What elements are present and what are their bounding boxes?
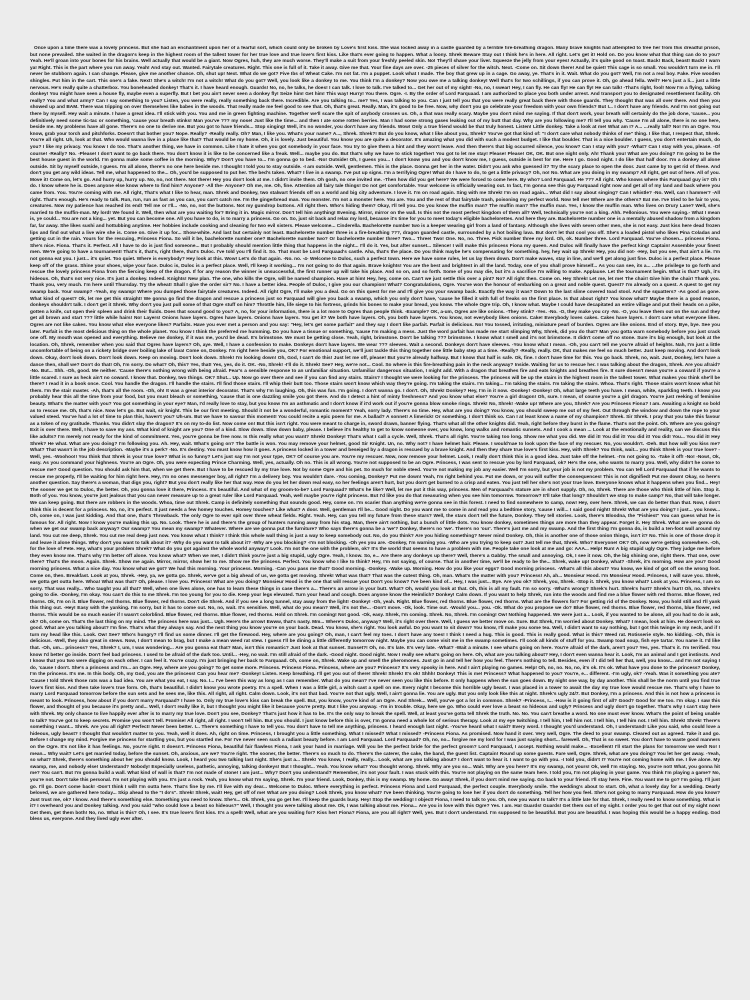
body-paragraph: Once upon a time there was a lovely princess. But she had an enchantment upon her of a fearful sort, which could only be broken by Love's first kiss. She was locked away in a castle guarded by a terrible fire-breathing dragon. Many brave knights had attempted to free her from this dreadful prison, but none prevailed. She waited in the dragon's keep in the highest room of the tallest tower for her true love and true love's first kiss. Like that's ever going to happen. What a loony. Shrek Beware Stay out I think he's in here. All right. Let's get it! Hold on. Do you know what that thing can do to you? Yeah. He'll groan into your bones for his brains. Well actually that would be a giant. Now Ogres, huh, they are much worse. They'll make a suit from your freshly peeled skin. No! They'll shave your liver. Squeeze the jelly from your eyes! Actually, it's quite good on toast. Back! Back, beast! Back! I warn ya! Right. This is the part where you run away. Yeah! And stay out. Wanted. Fairytale creatures. Right. This one is full of it. Take it away. Give me that. Your fine days are over. -25 pieces of silver for the witch. Next. -Come on. Sit down there! And be quiet! This cage is so small. You wouldn't turn me in. I'll never be stubborn again. I can change. Please, give me another chance. Oh, shut up! Next. What do we got? Five Ibs of Wheat Cake. I'm not fat. I'm a puppet. Look what I made. The boy that grew up in a cage. Go away, ye. That's in it. Wait. What do you got? Well, I'm not a real boy. Fake. Five wooden shingles. Put him in the cart. This one's a fake. Next! She's a witch! I'm not a witch! What do you got? Well, you look like a donkey to me. You think I'm a donkey? Now you owe me a talking donkey! Well that's for two schillings, if you can prove it. Oh, go ahead fella. Well? He's just a li... just a little nervous. He's really quite a chatterbox. You boneheaded donkey! That's it. I have heard enough. Guards! No, no, he talks, he does! I can talk. I love to talk. I've talked to... Get her out of my sight! -No, no, I swear! Hey, I can fly. He can fly! He can fly! He can talk! -That's right, fool! Now I'm a flying, talking donkey! You might have seen a house fly, maybe even a superfly. But I bet you ain't never seen a donkey fly! Seize him! Get him! This way! Hurry! You there. Ogre. -I. By the order of Lord Farquaad. I am authorized to place you both under arrest. And transport you to designated resettlement facility. Oh really? You and what army? Can I say something to you? Listen, you were really, really something back there. Incredible. Are you talking to... me? Yes, I was talking to you. Can I just tell you that you were really great back there with those guards. They thought that was all over there. And then you showed up and BAM. There was tripping on over themselves like babes in the woods. That really made me feel good to see that. Oh, that's great. Really. Man, it's good to be free. Now, why don't you go celebrate your freedom with your own friends? But I... I don't have any friends. And I'm not going out there by myself. Hey wait a minute. I have a great idea. I'll stick with you. You and me in green fighting machine. Together we'll scare the spit of anybody crosses us. Oh, a that was really scary. Maybe you don't mind me saying. If that don't work, your breath will certainly do the job done, 'cause... you definitively need some tic-tac or something, 'cause your breath stinks! Man you've ??? my nose! Just like the time... and then I ate some rotten berries. Man I had some strong gases leaking out of my butt that day. Why are you following me? I'll tell you why. 'Cause I'm all alone, there is no one here, beside me. My problems have all gone. There's no one to derive me. But you got to have friends... Stop singing! Well, it's no wonder, you don't have any friends. Wow! Only a true friend would be that truly honest. Listen! Little donkey. Take a look at me! What am I? A... ...really tall? No! I'm an Ogre. You know, grab your torch and pitchforks. Doesn't that bother you? Nope. Really? -Really really. Oh? Man, I like you. What's your name? A..., Shrek. Shrek?! But do you know, what I like about you, Shrek? You've got that kind of: "I don't care what nobody thinks of me" thing. I like that, I respect that, Shrek. You're all right. Uh, look at that. Who would wanna live in a place like that? That would be my home. Oh, it is lovely. Just beautiful. You know you are quite a decorator. It's amazing what you did with such a modest budget. I like that boulder. That is a nice boulder. I guess, you don't entertain much, do you? I like my privacy. You know I do too. That's another thing, we have in common. Like I hate it when you got somebody in your face. You try to give them a hint and they won't leave. And then there's that big occurred silence, you know? Can I stay with you? -What? Can I stay with you, please. -Of course! -Really? No. -Please! I don't want to go back there. You don't know it is like to be concerned like a freak. Well... maybe you do. But that's why we have to stick together! You got to let me stay! Please! Please! OK, OK. But one night only. Ah! Thank you! What are you doing? I'm going to be the best house guest in the world. I'm gonna make some coffee in the morning. Why? Don't you have to... I'm gonna go to bed. -No! Outside! Oh, I guess you... I don't know you and you don't know me, I guess, outside is best for me. Here I go. Good night. I do like that half door. I'm a donkey all alone outside. Sit by myself outside, I guess. I'm all alone, there's no one here beside me. I thought I told you to stay outside. -I am outside. Well, gentlemen. This is the place. Gonna get her in the water. Didn't you ask who guessed it? Try the scary place to open the door. Just came by to get rid of these. And don't you get any wild ideas. Tell me, what happened to the... Oh, you'd be supposed to put her. The bed's taken. What? I live in a swamp. I've put up signs. I'm a terrifying Ogre! What do I have to do, to get a little privacy? Oh, no! No. What are you doing in my swamp? All right, get out of here. All of you. Move it! Come on, let's go. And hurry up, hurry up. No, no, not there. Not there! Hey you don't look at me. I didn't invite them. Oh gosh, no one invited me. -Then how did you get here? We were forced to come here. By who? Lord Farquaad. He ??? All right. Who knows where this Farquaad guy is? Oh I do. I know where he is. Does anyone else know where to find him? Anyone? -All the- Anyone? Oh me, me. Oh, fine. Attention all fairy tale things! Do not get comfortable. Your welcome is officially wearing out. In fact, I'm gonna see this guy Farquaad right now and get all of my land and back where you came from. You. You're coming with me. All right, That's what I like to hear, man. Shrek and Donkey, two stalwart friends off on a world and big city adventure. I love it. I'm on road again. Sing with me Shrek! I'm on road again... What did I say about singing? Can I whistle? -No. Well, can I hammer? -All right. That's enough. He's ready to talk. Run, run, run as fast as you can, you can't catch me. I'm the gingerbread man. You monster. I'm not a monster here. You are. You and the rest of that fairytale trash, poisoning my perfect world. Now tell me! Where are the others? Eat me. I've tried to be fair to you, creatures. Now my patience has reached its end! Tell me or I'll... -No, no, not the buttons. Not my gumdrop buttons. All right then. Who's hiding them? Okay, I'll tell you. Do you know the muffin man? The muffin man? The muffin man. Yes, I know the muffin man. Who lives on Drury Lane? Well, she's married to the muffin-man. My lord! We found it. Well, then what are you waiting for? Bring it in. Magic mirror. Don't tell him anything! Evening. Mirror, mirror on the wall. Is this not the most perfect kingdom of them all? Well, technically you're not a king. Ahh. Fellonious. You were saying.- What I mean is, ye could... You are not a king... yet. But you can become one. All you have to do, is to marry a princess. Go on. So, just sit back and relax my lord, because it's time for you to meet today's eligible bachelorettes. And here they are. Bachelorette number one is a mentally abused shadow from a kingdom far, far away. She likes sushi and hottubbing anytime. Her hobbies include cooking and cleaning for two evil sisters. Please welcome... Cinderella. Bachelorette number two is a keeper wearing girl from a land of fantasy. Although she lives with seven other men, she is not easy. Just kiss here dead frozen lips and find out what a live wire she is. Come on. Give it up for... Show-white. And last but certainly not least. Bachelorette number three is a fire-breathing ???, dragon guarded castle, surrounded by a hot boiling lava. But don't let that cool you off. She's a loaded pistol who likes Pina Coladas and getting cut in the rain. Yours for the rescuing, Princess Fiona. So will it be, bachelorette number one? Bachelorette number two? Or bachelorette number three? Two... Three! Two! One. No, no. Three. Pick number three my lord. Oh, ok. Number three. Lord Farquaad. You've chosen... princess Fiona. She's nice. Fiona. That's it. Perfect. All I have to do is just find someone... But I probably should mention little thing that happens in the night... I'll do it. Yes, but after sunset... Silence! I will make this princess Fiona my queen. And Duloc will finally have the perfect king! Captain! Assemble your finest men. We're going to have a tournament! That's it, that's, right there, that's Duloc. I've told you I'll find it. So. That must be Lord Farquaad's castle. Aha, that's the place. Do you think maybe he's compensating for something. hey, hey wait up Shrek! Hey, you did not- -Hey, but you see, that ain't a lie. I'm not gonna eat you. I just... it's quiet. Too quiet. Where is everybody? Hey look at this. Wow! Let's do that again. -No. no. -4- Welcome to Duloc, such a perfect town. Here we have some rules, let us lay them down. Don't make waves, stay in line, and we'll get along just fine. Duloc is a perfect place. Please keep off of the grass. Shine your shoes, wipe your face. Duloc is, Duloc is a perfect place. Well, I'll keep it working... I'm not going to do that again. Brave knights! You are the best and brightest in all the land. Today, one of you shall prove himself... As you can see, its a... ...the privilege to go forth and rescue the lovely princess Fiona from the fiercing keep of the dragon. If for any reason the winner is unsuccessful, the first runner up will take his place. And so on, and so forth. Some of you may die, but it's a sacrifice I'm willing to make. Applause. Let the tournament begin. What is that? Ugh, it's hideous. Oh, that's not very nice. It's just a donkey. Indeed. Knights! New plan. The one, who kills the Ogre, will be named champion. Have at him! Hey, hey, come on. Can't we just settle this over a pint? No? All right then. Come on. Hey Shrek! Let me, let me! The chair! Give him the chair! Thank you. Thank you, very much. I'm here until Thursday. Try the wheat! Shall I give the order sir? No. I have a better idea. People of Duloc, I give you our champion! What? Congratulations, Ogre. You've won the honour of embarking on a great and noble quest. Quest? I'm already on a quest. A quest to get my swamp back. Your swamp? -Yeah, my swamp! Where you dumped those fairytale creatures. Indeed. All right Ogre, I'll make you a deal. Go on this quest for me and I'll give you your swamp back. Exactly the way it was? Down to the last slime covered toad stool. And the squatters? -As good as gone. What kind of quest? Ok, let me get this straight! We gonna go find the dragon and rescue a princess just so Farquaad will give you back a swamp, which you only don't have, 'cause he filled it with full of freaks on the first place. Is that about right? You know what? Maybe there is a good reason, donkeys shouldn't talk. I don't get it Shrek. Why don't you just pull some of that Ogre stuff on him? Throttle him, life siege to his fortress, grinds his bones to make your bread, you know. The whole Ogre trip. Oh, I know what. Maybe I could have decapitated an entire village and put their heads on a pike, gotten a knife, cut open their spleen and drink their fluids. Does that sound good to you? A, no, for your information, there is a lot more to Ogres than people think. -Example? OK, a-um, Ogres are like onions. -They stink? -Yes. -No. -O, they make you cry -No. -O, you leave them out on the sun and they get all brown and start ??? little while hairs! No! Layers! Onions have layers. Ogres have layers. Onions have layers. You get it? We both have layers. Oh, you both have layers. You know, not everybody likes onions. Cake! Everybody loves cakes. Cakes have layers. I don't care what everyone likes. Ogres are not like cakes. You know what else everyone likes? Parfaits. Have you ever met a person and you say: "Hey, let's get some parfait" and they say I don't like parfait. Parfait is delicious. No! You tossed, irritating, miniature pearl of burden. Ogres are like onions. End of story. Bye, bye. See you later. Parfait is the most delicious thing on the whole planet. You know I think the preferred me humming. Do you have a tissue or something, 'cause I'm making a mess. Just the word parfait has made me start slimping Why, Shrek, did you do that? Man you gotta warn somebody before you just crack one off. My mouth was opened and everything. Believe me donkey, if it was me, you'd be dead. It's brimstone. We must be getting close. Yeah, right, brimstone. Don't be talking ??? brimstone. I know what I smell and it's not brimstone. It didn't come off no stone. Sure it's big enough, but look at the location. Oh, Shrek, remember when you said that Ogres have layers? Oh, aye. Well, I have a confession to make. Donkeys don't have layers. We wear ??? sleeves. Wait a second. Donkeys don't have sleeves. -You know what I mean. -Oh, you can't tell me you're afraid of heights. Nah, I'm just a little uncomfortable of being on a rickety bridge over boiling lake of lava! Come on, Donkey. I'm right here beside you, OK? For emotional support, we'll just tackle this thing together one little baby step at a time. -Really? -Really, really. OK, that makes me feel so much better. Just keep moving. And don't look down. Okay, don't look down. Don't look down. Keep on moving. Don't look down. Shrek! I'm looking down! Oh, God, I can't do this! Just let me off, please! But you're already halfway. But I know that half is safe. Ok, fine. I don't have time for this. You go back. Shrek, no, wait. Just, Donkey, let's have a dance then, shall we? Don't do that! Oh, I'm sorry. Do what? Oh, this? Yes, that! Yes, yes, do it. OK. -No, Shrek! -I'll do it. Shrek! See? Hey, we're not... Cool. So where is this fire-breathing pain in the neck anyway? Inside. Waiting for us to rescue her. I was talking about the dragon, Shrek. Are you afraid? -No. But... Shh. -Oh, good. Me neither. 'Cause there's nothing wrong with being afraid. Fear's a sensible response to an unfamiliar situation. Unfamiliar dangerous situation, I might add. With a dragon that breathes fire and eats knights and breathes fire. It sure doesn't mean you're a coward if you're a little scared. I sure as heck ain't no coward. I know that. Donkey, two things. OK? Shut... Up. Now go over there and see if you can find any stairs. Stairs? I thought we were looking for the princess. The princess will be up the stairs in the highest room in the tallest tower. What makes you think she'll be there? I read it in a book once. Cool. You handle the dragon. I'll handle the stairs. I'll find those stairs. I'll whip their butt too. Those stairs won't know which way they're going. I'm taking the stairs. I'm taking... I'm taking the stairs. I'm taking the stairs. Whoa. That's right. Those stairs won't know what hit them. I'm the stair master. -Ah, that's all the room. -Oh, oh! It was a great interior decorator. That's why I'm laughing. Oh, this was fun. I'm going. I don't wanna go. I don't. Oh, Shrek! Donkey? Hey, I'm in it now. -Donkey! -Donkey! Oh, what large teeth you have. I mean, white, sparkling teeth. I know you probably hear this all the time from your food, but you must bleach or something, 'cause that is one dazzling smile you got there. And do I detect a hint of minty freshness? And you know what else? You're a girl dragon! Oh, sure. I mean, of course you're a girl dragon. You're just reeking of feminine beauty. What's the matter with you? You got something in your eye? Man, I'd really love to stay, but you know I'm an asthmatic and I don't know if it'd work out if you're gonna blow smoke rings. Shrek! No, Shrek! -Wake up! Where are you, Shrek? Are you Princess Fiona? I am. Awaiting a knight so bold as to rescue me. Oh, that's nice. Now let's go. But wait, sir knight. This be our first meeting. Should it not be a wonderful, romantic moment? Yeah, sorry lady. There's no time. Hey, what are you doing? You know, you should sweep me out of my feet. Out through the window and down the rope to your valued steed. You've had a lot of time to plan this, haven't you? Uh-um. But we have to savour this moment! You could recite a epic poem for me. A ballad? A sonnet! A limerick! Or something. I don't think so. Can I at least know a name of my champion? Shrek. Sir Shrek. I pray that you take this favour as a token of my gratitude. Thanks. You didn't slay the dragon? It's on my to-do list. Now come on! But this isn't right. You were meant to charge in, sword drawn, banner flying. That's what all the other knights did. Yeah, right before they burst in the flame. That's not the point. Oh. Where are you going? Exit is over there. Well, I have to save my ass. What kind of knight are you? One of a kind. Slow down. Slow down baby, please. I believe it's healthy to get to know someone over, you know, long walks and romantic sunsets. And I cook a mean ... Look at the emotionally and reality, can we discuss this like adults? I'm merely not ready for the kind of commitment. Yes, you're gonna be free now. Is this really what you want? Shrek! Donkey! That's what I call a cycle. Well, Shrek. That's all right. You're taking too long. Show me what you did. We did it! You did it! You did it! You did! You... You did it! Hey Shrek? He what. What are you doing? I'm following you. Ah. Hey, wait. What's going on? The battle is won. You may remove your helmet, good Sir Knight. Un, no. Why not? I have helmet hair. Please. I would'nae to look upon the face of my rescuer. No, you wouldn't. -Deh. But how will you kiss me? What? That wasn't in the job description. -Maybe it's a perk? -No. It's destiny. You must know how it goes. A princess locked in a tower and beseiged by a dragon is rescued by a brave knight. And then they share true love's first kiss. Hey, with Shrek? You think, wait... you think Shrek is your true love? -Well, yes. -Woohoo!! You think that Shrek is your true love? What is so funny? Let's just say I'm not your type, OK? Of course you are. You're my rescuer. Now, now remove your helmet. Look, I really don't think this is a good idea. Just take off the helmet. -I'm not going to. -Take it off! -No! -Now!, Ok, easy. As you command your highness. You're an Ogre. Oh, you were expecting Prince Charming. Well, yes, actually. Oh no. This is all wrong. You're not supposed to be an Ogre. Princess, I was sent to rescue you by lord Farquaad, ok? He's the one, who wants to marry you. Well, why didn't he come to rescue me? Good question. You should ask him that, when we get there. But I have to be rescued by my true love. Not by some Ogre and his pet. So much for noble steed. You're not making my job any easier. Well I'm sorry, but your job is not my problem. You can tell Lord Farquaad that if he wants to rescue me properly, I'll be waiting for him right here. Hey, I'm no ones messenger boy, all right? I'm a delivery boy. You wouldn't dare. -You coming, Donkey? Put me down! Yeah, I'm right behind you. Put me down, or you will suffer the consequences! This is not dignified! Put me down! Okay, so here's another question. Say there's a woman, that digs you, right? But you don't really like her that way. How do you let her down real easy, so her feelings aren't hurt, but you don't get burned to a crisp and eaten. You just tell her she's not your true love. Everyone knows what it happens when you find... Hey! The sooner we get to Duloc, the better. Oh, you gonna love it there, Princess. It's beautiful. And what of my groom-to-be? Lord Farquaad? What's he like? Well, let me put it this way, princess. Men of Farquaad's stature are in short supply. Oh, no, Shrek. There are those who think little of him. Stop it. Both of you. You know, you're just jealous that you can never measure up to a great ruler like Lord Farquaad. Yeah, well maybe you're right princess. But I'd like you do that measuring when you see him tomorrow. Tomorrow? It'll take that long? Shouldn't we stop to make camp? No, that will take longer. We can keep going. But there are robbers in the woods. Whoa, time out Shrek. Camp is definitely something that sounds good. Hey, come on. I'm scarier than anything we're gonna see in this forest. I need to find somewhere to camp, now! Hey, over here. Shrek, we can do better than that. Now, I don't think this is decent for a princess. No, no, it's perfect. It just needs a few homey touches. Homey touches? Like what? A door. Well, gentleman I'll be... Good night. Do you want me to come in and read you a bedtime story, 'cause I will... I said good night! Shrek! What are you doing? I just... you know... Oh, come on, I was just kidding. And that one, that's Throwback. The only Ogre to ever spit over three wheat fields. Right. Yeah. Hey, can you tell my future from these stars? Well, the stars don't tell the future, Donkey. They tell stories. Look, there's Bloodna, the "Fishiest" You can guess what he is famous for. All right. Now I know you're making this up. No. Look. There he is and there's the group of hunters running away from his stag. Man, there ain't nothing, but a bunch of little dots. You know donkey, sometimes things are more than they appear. Forget it. Hey Shrek. What are we gonna do when we get our swamp back anyway? Our swamp? You mean my swamp? Whatever. Where are we gonna put the furniture? Who says there's gonna be a 'we'? Donkey, there's no 'we'. There's no 'our'. There's just me and my swamp. And the first thing I'm gonna do, is build a ten-foot wall around my land. You cut me deep, Shrek. You cut me real deep just now. You know what I think? I think this whole wall thing is just a way to keep somebody out. No, do you think? Are you hiding something? Never mind Donkey. Oh, this is another one of those onion things, isn't it? No. This is one of those drop it and leave it alone things. Why don't you want to talk about it? -Why do you want to talk about it? -Why are you blocking? -I'm not blocking. -Oh yes you are. -Donkey, I'm warning you. -Who are you trying to keep out? Just tell me that, Shrek. Who? Everyone! OK? Oh, now we're getting somewhere. -Oh, for the love of Pete. Hey, what's your problem Shrek? What do you got against the whole world anyway? Look. I'm not the one with the problem, ok? It's the world that seems to have a problem with me. People take one look at me and go: AAA... Help! Run! A big stupid ugly Ogre. They judge me before they even know me. That's why I'm better off alone. You know what? When we met, I didn't think you're just a big stupid, ugly Ogre. Yeah, I know. So, e... Are there any donkeys up there? Well, there's a Gabby. The small and annoying. Ok, I see it now. Oh, the big shining one, right there. That one, over there? That's the moon. Again. Shrek. Show me again. Mirror, mirror, show her to me. Show me the princess. Perfect. You know who I like to think? Hey, I'm not saying, of course. That in another time, we'll be ready to be the... Shrek, wake up! Donkey, what? -Shrek, it's morning. How are you? Good morning princess. What a nice day. You know what we got? We had this morning. Your princess. Morning. -Can you pass me that? Good morning. -Donkey. -Wake up. Morning. How do you like your eggs? Good morning princess. -What's all this about? You know, we kind of got off on the wrong foot. Come on, then. Breakfast. Look at you, Shrek. -Hey, ya, we gotta go. Shrek, we've got a big ahead of us, we gotta get moving. Shrek! What was that? That was the cutest thing. Oh, man. What's the matter with you? Princess! Ah, ah... Monsieur Hood. I'm Monsieur Hood. Princess, I will save you. Shrek, we gotta get outta here. Whoa! What was that? Oh, please. I love you. Princess! What are you doing? Monsieur Hood is the one that will rescue you! Don't you know? I've been kind of... Hey, I was just... Bye. Are you ok? Shrek, you, Shrek. -Stop it. Shrek, you know what? Look at you. Princess, I am so sorry. That was really... Who taught you all that? Well, when one lives alone, one has to learn these things in case there's a... There's an arrow in your butt. What? Oh, would you look at that. Oh, this is all my fault. I'm so sorry. -What's wrong? Shrek's hurt. Shrek's hurt? Shrek's hurt! Oh, no. Shrek's going to die. -Donkey, I'm okay. You can't do this to me Shrek. I'm too young for you to die. Keep your legs elevated. Turn your head and cough. Does anyone know the Heimlich? Donkey! Calm down. If you want to help Shrek, run into the woods and find me a blue flower with red thorns. Blue flower, red thorns. Ok, I'm on it. Blue flower, red thorns. Blue flower, red thorns. Don't die Shrek. And if you see a long tunnel, stay away from the light! -Donkey! -Oh, yeah. Right. Blue flower, red thorns. Blue flower, red thorns. What are the flowers for? For getting rid of the Donkey. Now, you hold still and I'll yank this thing out. -Hey! Easy with the yanking. I'm sorry, but it has to come out. No, no, wait. It's sensitive. Well, what do you mean? Well, it's not the... -Don't move. -Ok, look. Time out. -Would you... you. -Ok. What do you propose we do? Blue flower, red thorns. Blue flower, red thorns, blue flower, red thorns. This would be so much easier if I wasn't colorblind. Blue flower, red thorns. Blue flower, red thorns. Hold on Shrek. I'm coming! Not good. -Ok, easy. Shrek, I'm coming. Shrek. No, Shrek. I'm coming! Ow! Nothing happened. We were just a... Look, if you wanted to be alone, all you had to do is ask, ok? Oh, come on. That's the last thing on my mind. The princess here was just... Ugh. Here's the arrow! Ewww, that's nasty. Mm... Where's Duloc, anyway? Well, it's right over there. Well, I guess we better move on. Sure. But Shrek, I'm worried about Donkey. What? I mean, look at him. He doesn't look so good. What are you talking about? I'm fine. That's what they always say. And the next thing you know you're on your back. Dead. You know, she's right. You look awful. Do you want to sit down? You know, I'll make you some tea. Well, I didn't want to say nothing, but I got this twinge in my neck, and if I turn my head like this. Look. Ow! See? Who's hungry? I'll find us some dinner. I'll get the firewood. Hey, where are you going? Oh, man, I can't feel my toes. I don't have any toes! I think I need a hug. This is good. This is really good. What is this? Weed rat. Rotisserie style. No kidding. -Oh, this is delicious. -Well, they also great in stews. Now, I don't mean to brag, but I make a mean weed rat stew. I guess I'll be dining a little differently tomorrow night. Maybe you can come visit me in the swamp sometimes. I'll cook all kinds of stuff for you. Swamp toad soup, fish eye tartar. You name it. I'd like that. -Oh, um... princess? Yes, Shrek? I, um, I was wondering... Are you gonna eat that? Man, isn't this romantic? Just look at that sunset. Sunset?! Oh, no. It's late. It's very late. -What? -Wait a minute. I see what's going on here. You're afraid of the dark, aren't you? Yes, yes. That's it. I'm terrified. You know I'd better go inside. Don't feel bad princess. I used to be afraid of the dark too. Until... -Hey, no wait. I'm still afraid of the dark. -Good night. Good night. Now I really see what's going on here. Oh, what are you talking about? Hey, I don't even wanna hear it. Look, I'm an animal and I got instincts. And I know that you two were digging on each other. I can feel it. You're crazy. I'm just bringing her back to Farquaad. Oh, come on, Shrek. Wake up and smell the pheromones. Just go in and tell her how you feel. There's nothing to tell. Besides, even if I did tell her that, well, you know... and I'm not saying I do, 'cause I don't. She's a princess and I'm... an Ogre. Hey, where are you going? To get some more. Princess. Princess Fiona. Princess, where are you? Princess? It's very spooky in here. And I ain't playing no games. Help! Oh, no, no. No, no, it's ok. It's ok. What have you done to the princess? Donkey, I'm the princess. It's me. In this body. Oh, my God, you ate the princess! Can you hear me? -Donkey! Listen. Keep breathing. I'll get you out of there! Shrek! Shrek! It's ok! Shhh! Donkey! This is me! Princess? What happened to you? You're, e... different. -I'm ugly, ok? -Yeah. Was it something you ate? 'Cause I told Shrek those rats was a bad idea. You are what you eat, I say. No. I... I've been this way as long as I can remember. What do you mean? I've never seen you like this before. It only happens when the sun goes down. By night one way, by day another. This shall be the norm until you find true love's first kiss. And then take love's true form. Oh, that's beautiful. I didn't know you wrote poetry. It's a spell. When I was a little girl, a witch cast a spell on me. Every night I become this horrible ugly beast. I was placed in a tower to await the day my true love would rescue me. That's why I have to marry Lord Farquaad tomorrow before the sun sets and he sees me, like this. All right, all right. Calm down. Look, it's not that bad. You're not that ugly. Well, I ain't gonna lie. You are ugly. But you only look like this at night. Shrek's ugly 24/7. But Donkey, I'm a princess. And this is not how a princess is meant to look. Princess, how about if you don't marry Farquaad? I have to. Only my true love's kiss can break the spell. But, you know, you're kind of an Ogre. And Shrek... Well, you've got a lot in common. Shrek? -Princess, I... -How is it going first of all? Good? Good for me too. I'm okay. I saw this flower, and thought of you because it's pretty and... Well, I don't really like it, but I thought you might like it because you're pretty. But I like you anyway. -I'm in trouble. Okay, here we go. Who could ever love a beast so hideous and ugly? Princess and ugly don't go together. That's why I can't stay here with Shrek. My only chance to live happily ever after is to marry my true love. Don't you see, Donkey? That's just how it has to be. It's the only way to break the spell. Well, at least you've gotta tell Shrek the truth. No. No. You can't breathe a word. No one must ever know. What's the point of being unable to talk? You've got to keep secrets. Promise you won't tell. Promise! All right, all right. I won't tell him. But you should. I just know before this is over, I'm gonna need a whole lot of serious therapy. Look at my eye twitching. I tell him, I tell him not. I tell him, I tell him not. I tell him. Shrek! Shrek! There's something I want... Shrek. Are you all right? Perfect! Never been better. I... There's something I have to tell you. You don't have to tell me anything, princess. I heard enough last night. -You've heard what I said? Every word. I thought you'd understand. Oh, I understand! Like you said, who could love a hideous, ugly beast? I thought that wouldn't matter to you. Yeah, well it does. Ah, right on time. Princess, I brought you a little something. What I missed? What I missed? -Princess Fiona. As promised. Now hand it over. Very well, Ogre. The deed to your swamp. Cleared out as agreed. Take it and go. Before I change my mind. Forgive me princess for startling you, but you startled me. For I've never seen such a radiant beauty before. I am Lord Farquaad. Lord Farquaad? Oh, no, no... forgive me my lord for I was just saying short... farewell. Oh, That is so sweet. You don't have to waste good manners on the Ogre. It's not like it has feelings. No, you're right. It doesn't. Princess Fiona, beautiful fair flawless Fiona, I ask your hand in marriage. Will you be the perfect bride for the perfect groom? Lord Farquaad, I accept. Nothing would make... -Excellent! I'll start the plans for tomorrow we wed! No! I mean... Why wait? Let's get married today, before the sunset. Oh, anxious, are we? You're right. The sooner, the better. There's so much to do. There's the caterer, the cake, the band, the guest list. Captain! Round up some guests. Fare well, Ogre. Shrek, what are you doing? You let her get away. -Yeah, so what? Shrek, there's something about her you should know. Look, I heard you two talking last night. She's just a... Shrek! You know, I really, really... Look, what are you talking about? I don't want to hear it. I want to go with you. -I told you, didn't I? You're not coming home with me. I live alone. My swamp, me, and nobody else! Understand? Nobody! Especially useless, pathetic, annoying, talking donkeys! But I thought... Yeah. You know what? You thought wrong. Shrek. Why are you so... Wait. Why are you here? It's my swamp, not yours! Ok, well I'm staying. No, you're not! What, you gonna hit me? You can't. But I'm gonna build a wall. What kind of wall is that? I'm not made of stone! I am just... Why? Don't you understand? Remember, it's not your fault. I was stuck with this. You're not playing on the same team here. I told you, I'm not playing in your game. You think I'm playing a game? No, you're not. Don't take this personal. I'm not playing with you. It's just a rock. Yeah, you know what I'm saying, Shrek. I'm your friend. Look, Donkey, this is my swamp. My home. Go away! Shrek, if you don't mind me saying. Go back to your friend. I'll stay here. Fine. You want me to go? I'm going. I'll just go. I'll go. Don't come back! -Don't think I will! I'm outta here. That's fine by me. I'll live with my dear... Welcome to Duloc. Where everything is perfect. Princess Fiona and Lord Farquaad, the perfect couple. Everybody smile. The wedding's about to start. Oh, what a lovely day for a wedding. Dearly beloved, we are gathered here today... Skip ahead to the "I do's". Shrek! Shrek, wait! Hey, get off of me! What are you doing? Look Shrek, you know what? I've been thinking. You're going to lose her if you don't do something. Tell her how you feel. She's not going to marry Farquaad. How do you know? Just trust me, ok? I know. And there's something else. Something you need to know. She's... Ok. Shrek, you go get her. I'll keep the guards busy. Hey! Stop the wedding! I object! Fiona, I need to talk to you. Oh, now you want to talk? It's a little late for that. Shrek, I really need to know something. What is it? I overheard you and Donkey talking. And you said "who could love a beast so hideous?" Well, I thought you were talking about me. Ok, I was talking about me. Fiona... Are you in love with this Ogre? Yes. I am. Ha! Guards! Guards! Get them out of my sight. I order you to get that out of my sight now! Get them, get them both! No, no. What is this? Oh, I see. It's true love's first kiss. It's a spell! Well, what are you waiting for? Kiss her! Fiona? Fiona, are you all right? Well, yes. But I don't understand. I'm supposed to be beautiful. But you are beautiful. I was hoping this would be a happy ending. God bless us, everyone. And they lived ugly ever after.: [30, 46, 720, 823]
document-body: [30, 46, 720, 962]
